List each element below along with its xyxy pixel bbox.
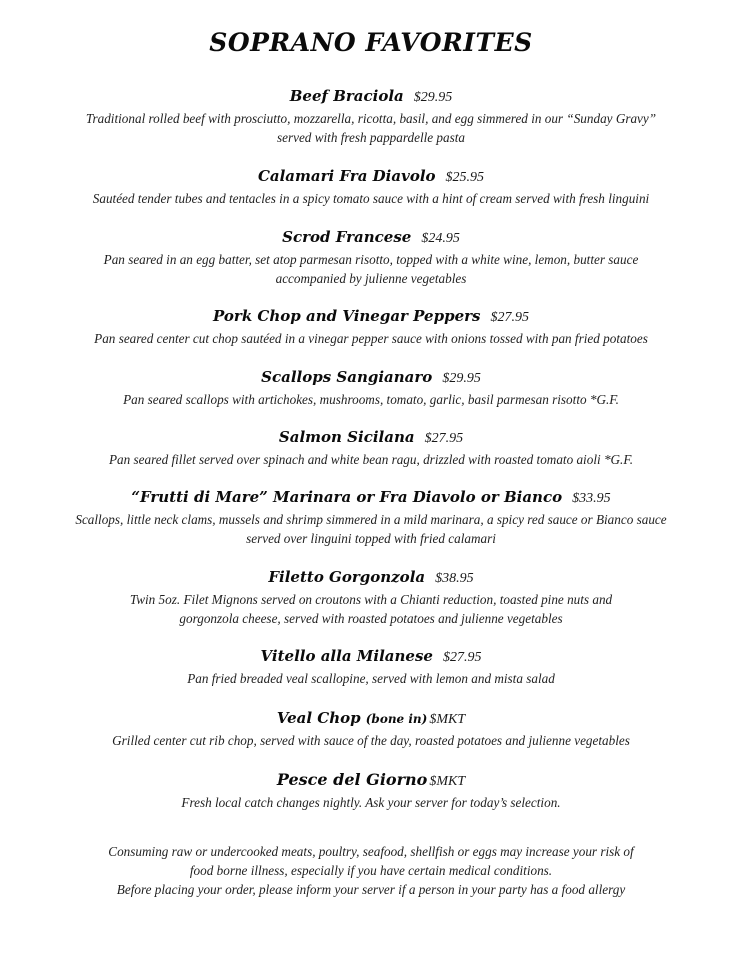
menu-item-frutti-di-mare [0, 486, 742, 548]
item-description-line: Scallops, little neck clams, mussels and shrimp simmered in a mild marinara, a spicy red sauce or Bianco sauce [75, 512, 667, 527]
item-name-suffix: (bone in) [365, 712, 428, 726]
item-name: Scrod Francese [282, 228, 412, 246]
item-header [0, 226, 742, 250]
item-description-line: Sautéed tender tubes and tentacles in a spicy tomato sauce with a hint of cream served with fresh linguini [92, 191, 650, 206]
item-header [0, 426, 742, 450]
menu-item-veal-chop [0, 707, 742, 750]
disclaimer-line: food borne illness, especially if you have certain medical conditions. [189, 863, 553, 878]
item-name: Vitello alla Milanese [260, 647, 433, 665]
item-description-line: Pan seared scallops with artichokes, mushrooms, tomato, garlic, basil parmesan risotto *G.F. [123, 392, 619, 407]
item-name: Salmon Sicilana [278, 428, 415, 446]
item-header [0, 645, 742, 669]
allergy-disclaimer [0, 842, 742, 899]
item-header [0, 486, 742, 510]
item-header [0, 769, 742, 793]
menu-item-salmon-sicilana [0, 426, 742, 469]
item-description-line: served with fresh pappardelle pasta [276, 130, 466, 145]
item-name: “Frutti di Mare” Marinara or Fra Diavolo or Bianco [131, 488, 563, 506]
item-price: $24.95 [421, 231, 460, 246]
item-price: $29.95 [413, 90, 453, 105]
item-name: Calamari Fra Diavolo [257, 167, 436, 185]
item-price: $27.95 [490, 310, 529, 325]
item-description-line: accompanied by julienne vegetables [275, 271, 467, 286]
item-header [0, 85, 742, 109]
item-description-line: Traditional rolled beef with prosciutto, mozzarella, ricotta, basil, and egg simmered in our “Sunday Gravy” [85, 111, 657, 126]
item-name: Beef Braciola [289, 87, 404, 105]
menu-item-vitello-alla-milanese [0, 645, 742, 688]
menu-item-calamari-fra-diavolo [0, 165, 742, 208]
item-description-line: Pan seared center cut chop sautéed in a vinegar pepper sauce with onions tossed with pan fried potatoes [94, 331, 648, 346]
item-name: Pesce del Giorno [276, 770, 428, 789]
item-price: $MKT [429, 774, 466, 789]
item-header [0, 366, 742, 390]
item-price: $38.95 [435, 571, 474, 586]
disclaimer-line: Consuming raw or undercooked meats, poultry, seafood, shellfish or eggs may increase your risk of [108, 844, 634, 859]
item-description-line: Fresh local catch changes nightly. Ask your server for today’s selection. [181, 795, 561, 810]
item-price: $29.95 [442, 371, 481, 386]
item-name: Scallops Sangianaro [261, 368, 433, 386]
menu-item-filetto-gorgonzola [0, 566, 742, 628]
item-price: $33.95 [572, 491, 611, 506]
page-title: SOPRANO FAVORITES [209, 28, 533, 57]
item-description-line: gorgonzola cheese, served with roasted potatoes and julienne vegetables [179, 611, 563, 626]
menu-item-beef-braciola [0, 85, 742, 147]
item-price: $MKT [429, 712, 466, 727]
item-price: $27.95 [424, 431, 464, 446]
item-price: $25.95 [445, 170, 485, 185]
item-header [0, 165, 742, 189]
item-name: Pork Chop and Vinegar Peppers [213, 307, 481, 325]
item-header [0, 707, 742, 731]
menu-item-scrod-francese [0, 226, 742, 288]
menu-item-scallops-sangianaro [0, 366, 742, 409]
item-header [0, 305, 742, 329]
item-description-line: Pan fried breaded veal scallopine, served with lemon and mista salad [187, 671, 555, 686]
item-header [0, 566, 742, 590]
menu-item-pesce-del-giorno [0, 769, 742, 812]
item-price: $27.95 [442, 650, 482, 665]
menu-item-pork-chop [0, 305, 742, 348]
disclaimer-line: Before placing your order, please inform your server if a person in your party has a food allergy [116, 882, 626, 897]
item-description-line: Pan seared in an egg batter, set atop parmesan risotto, topped with a white wine, lemon, butter sauce [103, 252, 639, 267]
item-description-line: Pan seared fillet served over spinach and white bean ragu, drizzled with roasted tomato aioli *G.F. [108, 452, 634, 467]
item-name: Veal Chop [276, 709, 361, 727]
item-description-line: served over linguini topped with fried calamari [246, 531, 496, 546]
item-description-line: Grilled center cut rib chop, served with sauce of the day, roasted potatoes and julienne vegetables [112, 733, 630, 748]
item-name: Filetto Gorgonzola [268, 568, 426, 586]
item-description-line: Twin 5oz. Filet Mignons served on croutons with a Chianti reduction, toasted pine nuts and [129, 592, 613, 607]
